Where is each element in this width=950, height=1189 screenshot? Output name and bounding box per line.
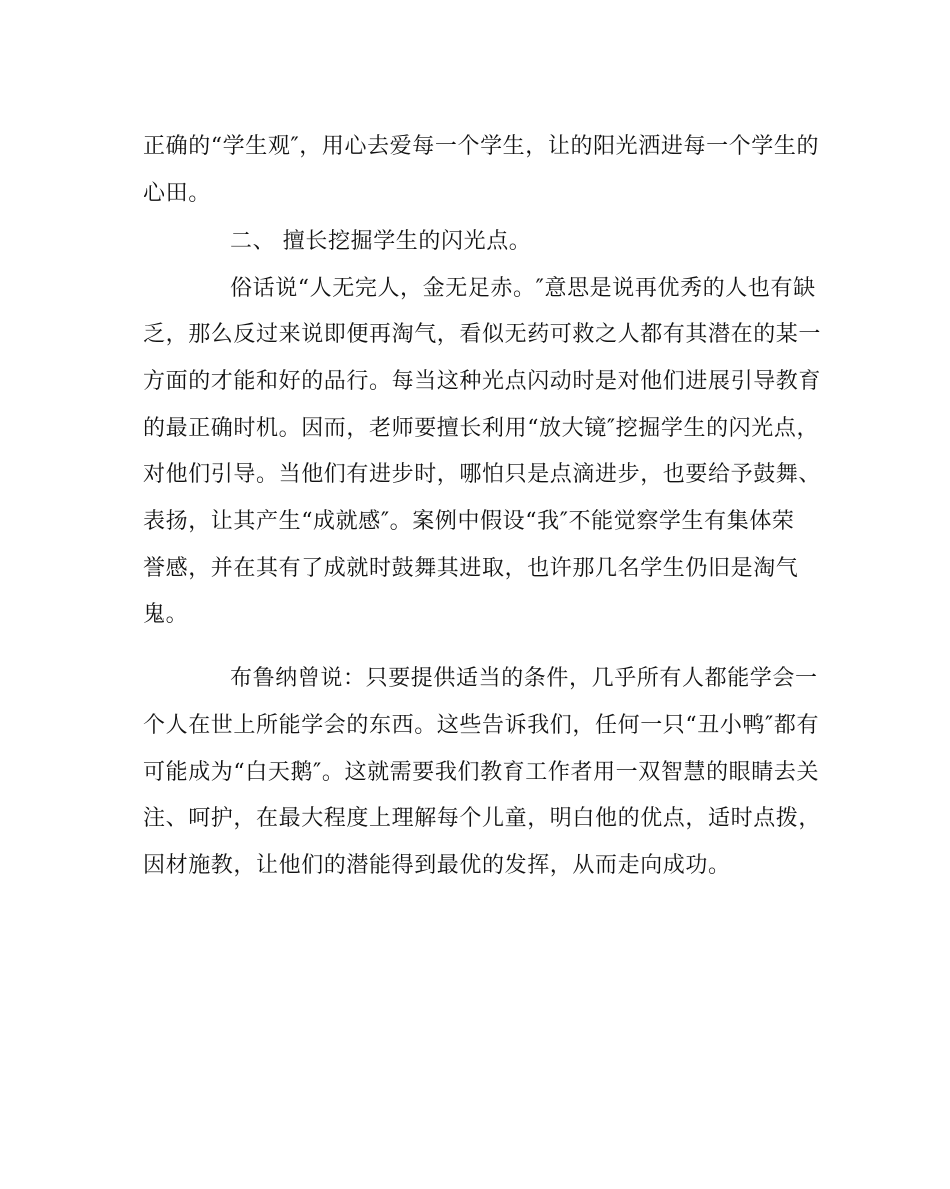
text-line-content: 布鲁纳曾说：只要提供适当的条件，几乎所有人都能学会一 [230,666,818,691]
text-line [0,797,950,841]
text-line [0,657,950,701]
text-line [0,407,950,451]
text-line [0,500,950,544]
text-line [0,125,950,169]
text-line-content: 誉感，并在其有了成就时鼓舞其进取，也许那几名学生仍旧是淘气 [143,556,799,581]
text-line-content: 注、呵护，在最大程度上理解每个儿童，明白他的优点，适时点拨， [143,806,822,831]
text-line-content: 因材施教，让他们的潜能得到最优的发挥，从而走向成功。 [143,853,731,878]
section-heading-text: 二、 擅长挖掘学生的闪光点。 [230,229,532,254]
text-line [0,593,950,637]
text-line [0,172,950,216]
text-line-content: 鬼。 [143,602,189,627]
text-line-content: 心田。 [143,181,211,206]
text-line-content: 表扬，让其产生“成就感″。案例中假设“我″不能觉察学生有集体荣 [143,509,795,534]
text-line-content: 对他们引导。当他们有进步时，哪怕只是点滴进步，也要给予鼓舞、 [143,462,822,487]
text-line [0,547,950,591]
text-line-content: 可能成为“白天鹅″。这就需要我们教育工作者用一双智慧的眼睛去关 [143,760,820,785]
text-line [0,360,950,404]
text-line [0,313,950,357]
text-line-content: 俗话说“人无完人，金无足赤。″意思是说再优秀的人也有缺 [230,276,816,301]
text-line-content: 的最正确时机。因而，老师要擅长利用“放大镜″挖掘学生的闪光点， [143,416,820,441]
text-line [0,704,950,748]
text-line-content: 方面的才能和好的品行。每当这种光点闪动时是对他们进展引导教育 [143,369,822,394]
text-line [0,844,950,888]
text-line [0,267,950,311]
text-line-content: 乏，那么反过来说即便再淘气，看似无药可救之人都有其潜在的某一 [143,322,822,347]
text-line-content: 正确的“学生观″，用心去爱每一个学生，让的阳光洒进每一个学生的 [143,134,820,159]
text-line-content: 个人在世上所能学会的东西。这些告诉我们，任何一只“丑小鸭″都有 [143,713,820,738]
text-line [0,751,950,795]
text-line [0,453,950,497]
section-heading [0,220,950,264]
